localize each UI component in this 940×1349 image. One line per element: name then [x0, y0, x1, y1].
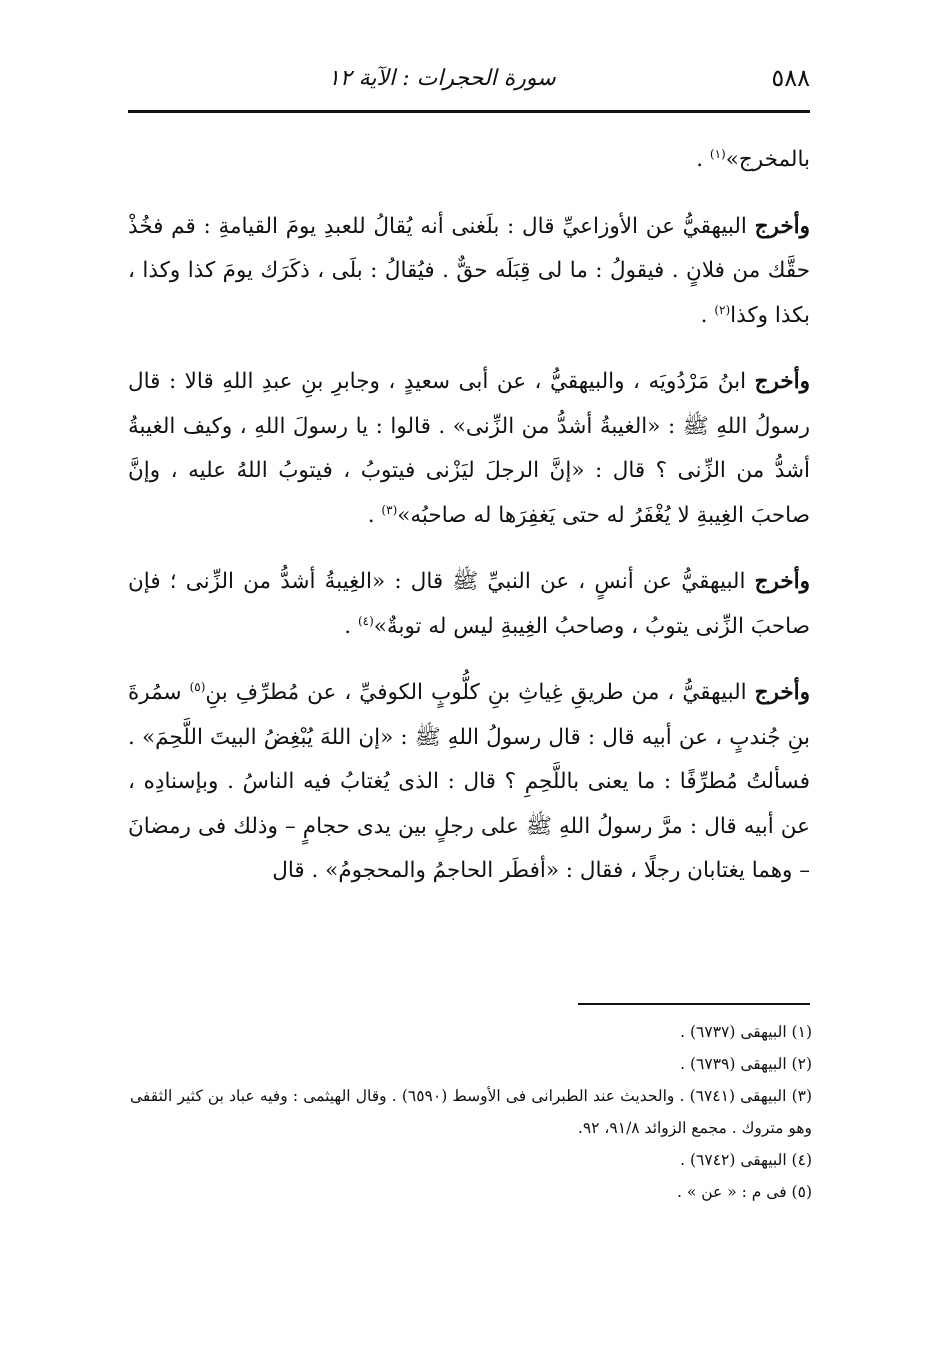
paragraph-3: [128, 360, 810, 538]
footnote-ref: (٣): [381, 502, 398, 517]
paragraph-lead: وأخرج: [754, 213, 810, 239]
paragraph-text: البيهقيُّ عن الأوزاعيِّ قال : بلَغنى أنه يُقالُ للعبدِ يومَ القيامةِ : قم فخُذْ حقَّك من فلانٍ . فيقولُ : ما لى قِبَلَه حقٌّ . فيُقالُ : بلَى ، ذكَرَك يومَ كذا وكذا ، بكذا وكذا: [128, 213, 810, 328]
paragraph-text: البيهقيُّ عن أنسٍ ، عن النبيِّ ﷺ قال : «الغِيبةُ أشدُّ من الزِّنى ؛ فإن صاحبَ الزِّنى يتوبُ ، وصاحبُ الغِيبةِ ليس له توبةٌ»: [128, 569, 810, 639]
header-rule: [128, 110, 810, 113]
paragraph-5: [128, 671, 810, 894]
paragraph-1: [128, 138, 810, 183]
main-text: [128, 138, 810, 916]
footnote-ref: (٢): [714, 302, 731, 317]
paragraph-tail: .: [344, 613, 358, 639]
paragraph-tail: .: [367, 502, 382, 528]
footnote-ref: (٤): [357, 613, 374, 628]
running-title: سورة الحجرات : الآية ١٢: [328, 65, 556, 91]
footnote-2: (٢) البيهقى (٦٧٣٩) .: [680, 1055, 812, 1073]
footnote-1: (١) البيهقى (٦٧٣٧) .: [680, 1023, 812, 1041]
page-header: [128, 58, 810, 98]
paragraph-tail: سمُرةَ بنِ جُندبٍ ، عن أبيه قال : قال رسولُ اللهِ ﷺ : «إن اللهَ يُبْغِضُ البيتَ اللَّحِمَ» . فسألتُ مُطرِّفًا : ما يعنى باللَّحِمِ ؟ قال : الذى يُغتابُ فيه الناسُ . وبإسنادِه ، عن أبيه قال : مرَّ رسولُ اللهِ ﷺ على رجلٍ بين يدى حجامٍ – وذلك فى رمضانَ – وهما يغتابان رجلًا ، فقال : «أفطَر الحاجمُ والمحجومُ» . قال: [128, 680, 810, 883]
footnote-rule: [578, 1003, 810, 1005]
paragraph-tail: .: [700, 302, 715, 328]
paragraph-text: بالمخرج»: [725, 147, 810, 172]
paragraph-lead: وأخرج: [754, 680, 810, 705]
paragraph-2: [128, 205, 810, 339]
paragraph-4: [128, 560, 810, 649]
paragraph-tail: .: [696, 147, 710, 172]
paragraph-lead: وأخرج: [754, 569, 810, 594]
page-number: ٥٨٨: [771, 64, 810, 92]
paragraph-lead: وأخرج: [754, 369, 810, 394]
footnote-5: (٥) فى م : « عن » .: [676, 1183, 812, 1201]
paragraph-text: ابنُ مَرْدُويَه ، والبيهقيُّ ، عن أبى سعيدٍ ، وجابرِ بنِ عبدِ اللهِ قالا : قال رسولُ اللهِ ﷺ : «الغيبةُ أشدُّ من الزِّنى» . قالوا : يا رسولَ اللهِ ، وكيف الغيبةُ أشدُّ من الزِّنى ؟ قال : «إنَّ الرجلَ ليَزْنى فيتوبُ ، فيتوبُ اللهُ عليه ، وإنَّ صاحبَ الغِيبةِ لا يُغْفَرُ له حتى يَغفِرَها له صاحبُه»: [128, 369, 810, 528]
footnote-ref: (٥): [189, 679, 206, 694]
footnote-3: (٣) البيهقى (٦٧٤١) . والحديث عند الطبرانى فى الأوسط (٦٥٩٠) . وقال الهيثمى : وفيه عباد بن كثير الثقفى وهو متروك . مجمع الزوائد ٩١/٨، ٩٢.: [130, 1087, 813, 1137]
footnote-4: (٤) البيهقى (٦٧٤٢) .: [680, 1151, 812, 1169]
paragraph-text: البيهقيُّ ، من طريقِ غِياثِ بنِ كلُّوبٍ الكوفيِّ ، عن مُطرِّفِ بنِ: [205, 680, 755, 705]
footnote-ref: (١): [709, 146, 726, 161]
footnotes: [130, 1016, 812, 1208]
